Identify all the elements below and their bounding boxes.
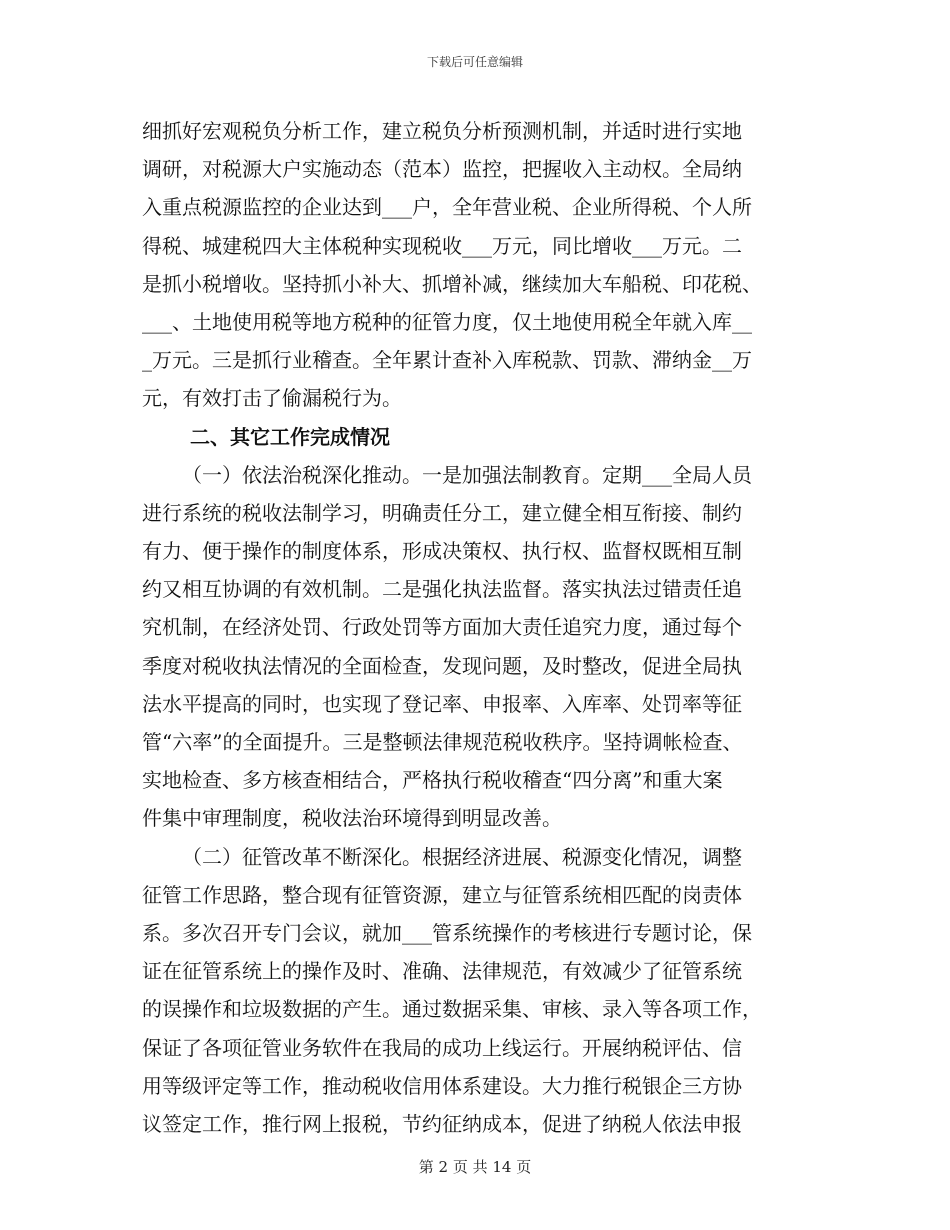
text-line: 用等级评定等工作，推动税收信用体系建设。大力推行税银企三方协 <box>142 1073 742 1098</box>
text-line: 件集中审理制度，税收法治环境得到明显改善。 <box>142 806 562 831</box>
text-line: 证在征管系统上的操作及时、准确、法律规范，有效减少了征管系统 <box>142 959 742 984</box>
paragraph-first-line: （一）依法治税深化推动。一是加强法制教育。定期___全局人员 <box>182 462 752 487</box>
text-line: 得税、城建税四大主体税种实现税收___万元，同比增收___万元。二 <box>142 233 742 258</box>
page-number: 第 2 页 共 14 页 <box>418 1158 532 1176</box>
text-line: 管“六率”的全面提升。三是整顿法律规范税收秩序。坚持调帐检查、 <box>142 730 743 754</box>
text-line: 入重点税源监控的企业达到___户，全年营业税、企业所得税、个人所 <box>142 195 752 220</box>
text-line: 保证了各项征管业务软件在我局的成功上线运行。开展纳税评估、信 <box>142 1035 742 1060</box>
page-header: 下载后可任意编辑 <box>426 55 523 69</box>
text-line: _万元。三是抓行业稽查。全年累计查补入库税款、罚款、滞纳金__万 <box>142 348 752 373</box>
text-line: 征管工作思路，整合现有征管资源，建立与征管系统相匹配的岗责体 <box>142 882 742 907</box>
text-line: 细抓好宏观税负分析工作，建立税负分析预测机制，并适时进行实地 <box>142 119 742 143</box>
text-line: ___、土地使用税等地方税种的征管力度，仅土地使用税全年就入库__ <box>142 309 752 334</box>
text-line: 究机制，在经济处罚、行政处罚等方面加大责任追究力度，通过每个 <box>142 615 742 640</box>
section-heading: 二、其它工作完成情况 <box>190 424 390 449</box>
text-line: 系。多次召开专门会议，就加___管系统操作的考核进行专题讨论，保 <box>142 920 752 945</box>
text-line: 进行系统的税收法制学习，明确责任分工，建立健全相互衔接、制约 <box>142 500 742 525</box>
document-body <box>142 112 808 1143</box>
text-line: 有力、便于操作的制度体系，形成决策权、执行权、监督权既相互制 <box>142 539 742 564</box>
text-line: 约又相互协调的有效机制。二是强化执法监督。落实执法过错责任追 <box>142 577 742 602</box>
text-line: 季度对税收执法情况的全面检查，发现问题，及时整改，促进全局执 <box>142 653 742 678</box>
text-line: 调研，对税源大户实施动态（范本）监控，把握收入主动权。全局纳 <box>142 157 742 182</box>
text-line: 法水平提高的同时，也实现了登记率、申报率、入库率、处罚率等征 <box>142 691 742 716</box>
text-line: 元，有效打击了偷漏税行为。 <box>142 386 402 411</box>
paragraph-first-line: （二）征管改革不断深化。根据经济进展、税源变化情况，调整 <box>182 844 742 869</box>
text-line: 是抓小税增收。坚持抓小补大、抓增补减，继续加大车船税、印花税、 <box>142 271 762 296</box>
text-line: 议签定工作，推行网上报税，节约征纳成本，促进了纳税人依法申报 <box>142 1111 742 1136</box>
text-line: 的误操作和垃圾数据的产生。通过数据采集、审核、录入等各项工作， <box>142 997 762 1022</box>
text-line: 实地检查、多方核查相结合，严格执行税收稽查“四分离”和重大案 <box>142 768 723 793</box>
